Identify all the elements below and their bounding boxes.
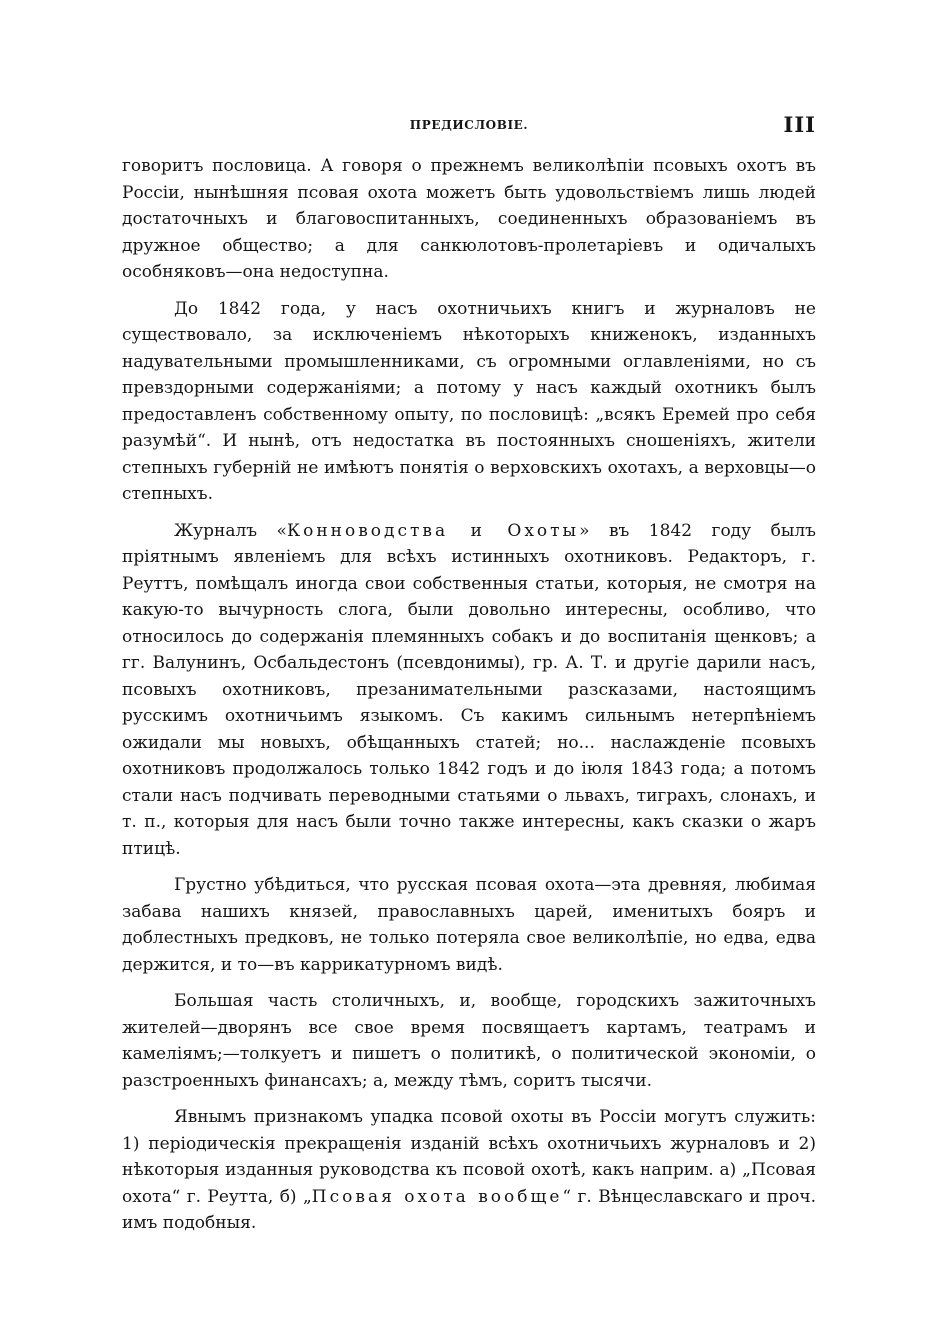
header-title: ПРЕДИСЛОВІЕ. (409, 118, 529, 132)
journal-title: Конноводства и Охоты (286, 520, 580, 541)
paragraph: Большая часть столичныхъ, и, вообще, городскихъ зажиточныхъ жителей—дворянъ все свое время посвящаетъ картамъ, театрамъ и камеліямъ;—толкуетъ и пишетъ о политикѣ, о политической экономіи, о разстроенныхъ финансахъ; а, между тѣмъ, соритъ тысячи. (122, 991, 816, 1091)
paragraph-text: Журналъ « (174, 520, 287, 541)
paragraph (122, 1104, 816, 1237)
paragraph-text: » въ 1842 году былъ пріятнымъ явленіемъ для всѣхъ истинныхъ охотниковъ. Редакторъ, г. Реуттъ, помѣщалъ иногда свои собственныя статьи, которыя, не смотря на какую-то вычурность слога, были довольно интересны, особливо, что относилось до содержанія племянныхъ собакъ и до воспитанія щенковъ; а гг. Валунинъ, Осбальдестонъ (псевдонимы), гр. А. Т. и другіе дарили насъ, псовыхъ охотниковъ, презанимательными разсказами, настоящимъ русскимъ охотничьимъ языкомъ. Съ какимъ сильнымъ нетерпѣніемъ ожидали мы новыхъ, обѣщанныхъ статей; но... наслажденіе псовыхъ охотниковъ продолжалось только 1842 годъ и до іюля 1843 года; а потомъ стали насъ подчивать переводными статьями о львахъ, тиграхъ, слонахъ, и т. п., которыя для насъ были точно также интересны, какъ сказки о жаръ птицѣ. (122, 520, 816, 859)
paragraph (122, 518, 816, 863)
body-text (122, 153, 816, 1247)
paragraph: Грустно убѣдиться, что русская псовая охота—эта древняя, любимая забава нашихъ князей, православныхъ царей, именитыхъ бояръ и доблестныхъ предковъ, не только потеряла свое великолѣпіе, но едва, едва держится, и то—въ каррикатурномъ видѣ. (122, 875, 816, 975)
page-number: III (783, 112, 816, 137)
paragraph-text: “ г. Вѣнцеславскаго и проч. имъ подобныя. (122, 1186, 816, 1233)
paragraph-text: Явнымъ признакомъ упадка псовой охоты въ Россіи могутъ служить: 1) періодическія прекращенія изданій всѣхъ охотничьихъ журналовъ и 2) нѣкоторыя изданныя руководства къ псовой охотѣ, какъ наприм. а) „Псовая охота“ г. Реутта, б) „ (122, 1107, 816, 1207)
paragraph-continuation: говоритъ пословица. А говоря о прежнемъ великолѣпіи псовыхъ охотъ въ Россіи, нынѣшняя псовая охота можетъ быть удовольствіемъ лишь людей достаточныхъ и благовоспитанныхъ, соединенныхъ образованіемъ въ дружное общество; а для санкюлотовъ-пролетаріевъ и одичалыхъ особняковъ—она недоступна. (122, 156, 816, 282)
paragraph: До 1842 года, у насъ охотничьихъ книгъ и журналовъ не существовало, за исключеніемъ нѣкоторыхъ книженокъ, изданныхъ надувательными промышленниками, съ огромными оглавленіями, но съ превздорными содержаніями; а потому у насъ каждый охотникъ былъ предоставленъ собственному опыту, по пословицѣ: „всякъ Еремей про себя разумѣй“. И нынѣ, отъ недостатка въ постоянныхъ сношеніяхъ, жители степныхъ губерній не имѣютъ понятія о верховскихъ охотахъ, а верховцы—о степныхъ. (122, 298, 816, 504)
book-title: Псовая охота вообще (311, 1186, 563, 1207)
running-header (122, 112, 816, 142)
